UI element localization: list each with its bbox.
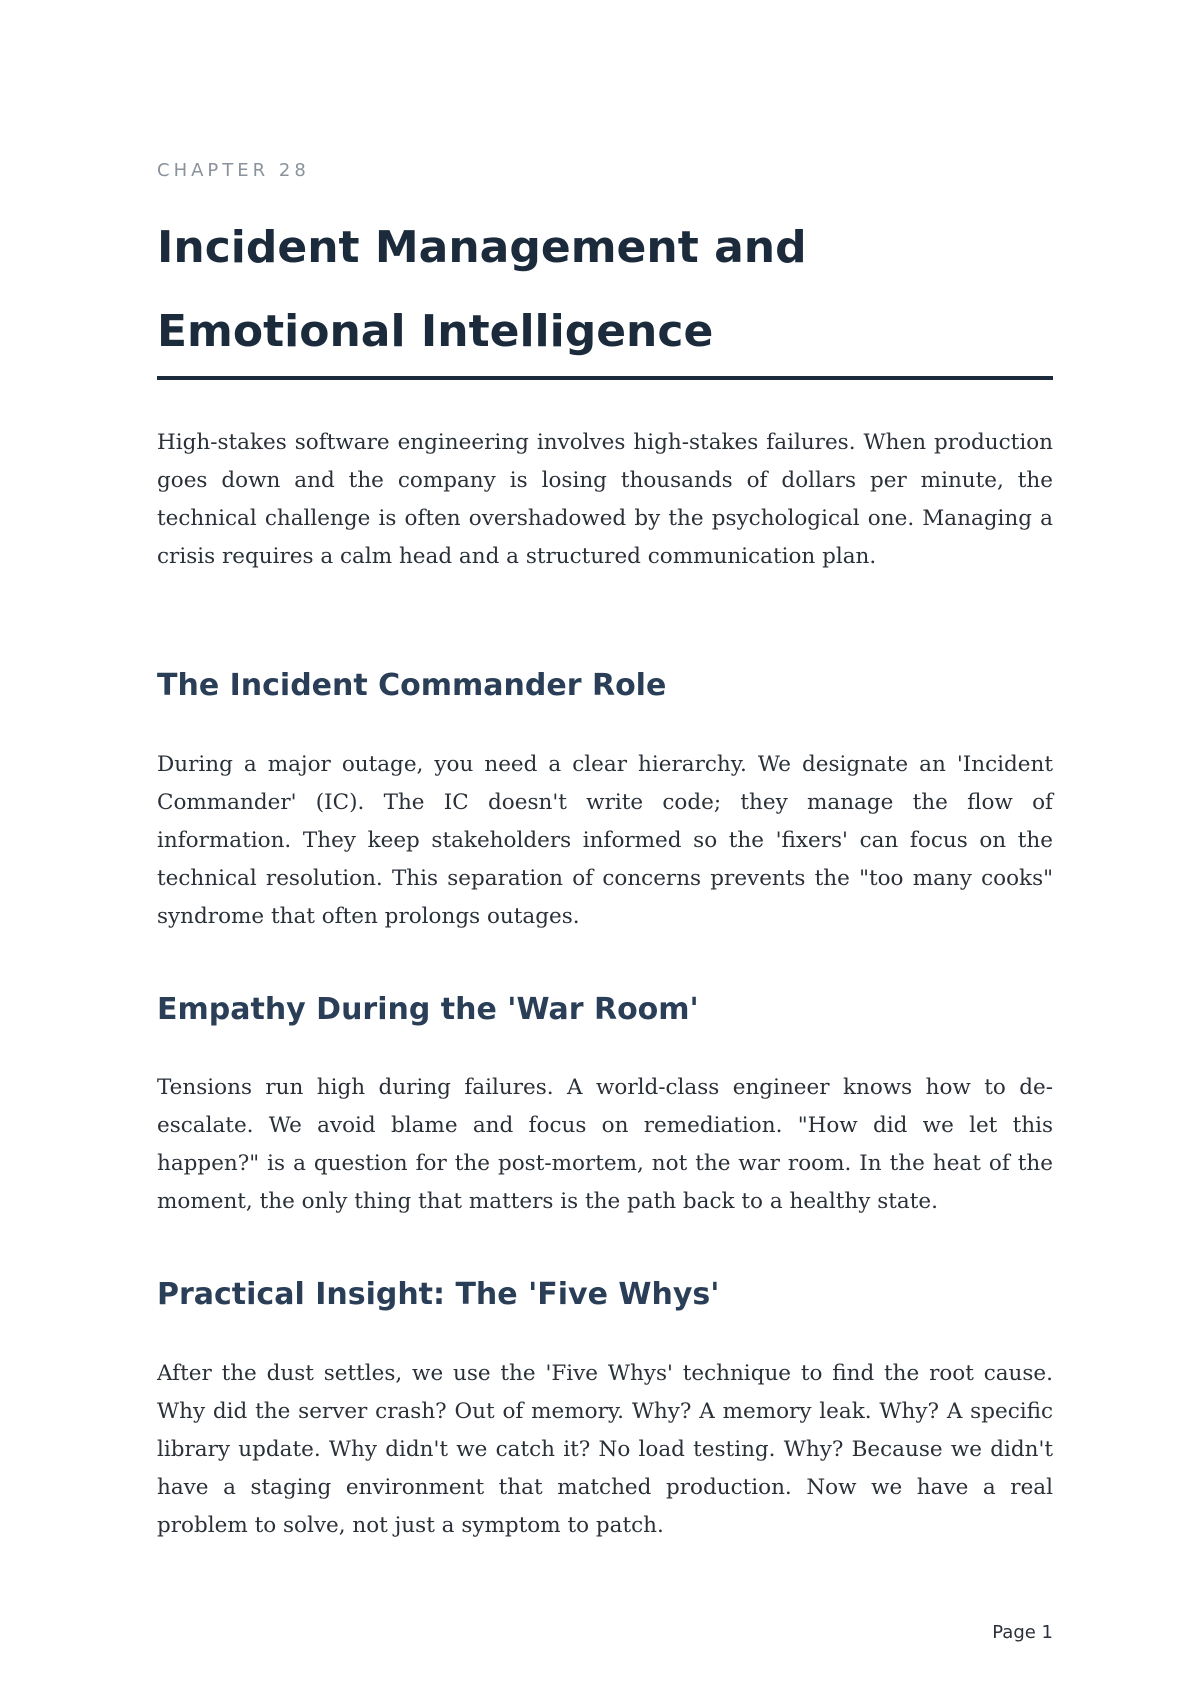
section-heading-five-whys: Practical Insight: The 'Five Whys' bbox=[157, 1277, 720, 1312]
section-heading-incident-commander: The Incident Commander Role bbox=[157, 668, 667, 703]
chapter-title: Incident Management and Emotional Intelligence bbox=[157, 222, 807, 357]
empathy-paragraph: Tensions run high during failures. A world-class engineer knows how to de-escalate. We avoid blame and focus on remediation. "How did we let this happen?" is a question for the post-mortem, not the war room. In the heat of the moment, the only thing that matters is the path back to a healthy state. bbox=[157, 1075, 1053, 1214]
title-divider bbox=[157, 376, 1053, 380]
chapter-label: CHAPTER 28 bbox=[157, 160, 310, 181]
five-whys-paragraph: After the dust settles, we use the 'Five Whys' technique to find the root cause. Why did the server crash? Out of memory. Why? A memory leak. Why? A specific library update. Why didn't we catch it? No load testing. Why? Because we didn't have a staging environment that matched production. Now we have a real problem to solve, not just a symptom to patch. bbox=[157, 1361, 1053, 1538]
section-heading-empathy: Empathy During the 'War Room' bbox=[157, 992, 699, 1027]
incident-commander-paragraph: During a major outage, you need a clear hierarchy. We designate an 'Incident Commander' (IC). The IC doesn't write code; they manage the flow of information. They keep stakeholders informed so the 'fixers' can focus on the technical resolution. This separation of concerns prevents the "too many cooks" syndrome that often prolongs outages. bbox=[157, 752, 1053, 929]
page-number: Page 1 bbox=[992, 1622, 1053, 1643]
intro-paragraph: High-stakes software engineering involves high-stakes failures. When production goes down and the company is losing thousands of dollars per minute, the technical challenge is often overshadowed by the psychological one. Managing a crisis requires a calm head and a structured communication plan. bbox=[157, 430, 1053, 569]
